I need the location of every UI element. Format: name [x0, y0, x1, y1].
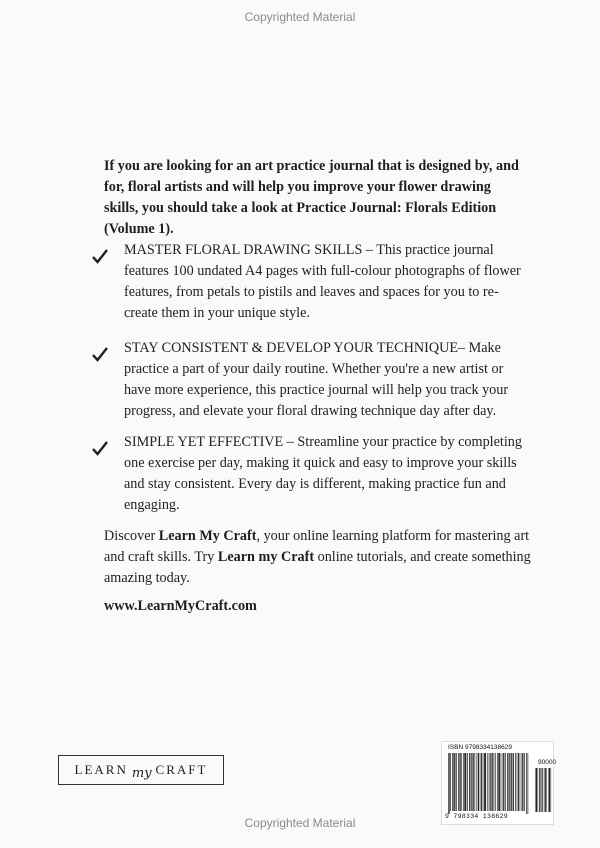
- price-code: 90000: [538, 759, 557, 766]
- feature-text: STAY CONSISTENT & DEVELOP YOUR TECHNIQUE– Make practice a part of your daily routine. Whether you're a new artist or have more experience, this practice journal will help you track your progress, and elevate your floral drawing technique day after day.: [124, 340, 509, 419]
- intro-paragraph: If you are looking for an art practice journal that is designed by, and for, floral artists and will help you improve your flower drawing skills, you should take a look at Practice Journal: Florals Edition (Volume 1).: [104, 158, 519, 237]
- feature-text: SIMPLE YET EFFECTIVE – Streamline your practice by completing one exercise per day, making it quick and easy to improve your skills and stay consistent. Every day is different, making practice fun and engaging.: [124, 434, 522, 513]
- website-url: www.LearnMyCraft.com: [104, 598, 257, 614]
- isbn-barcode: [441, 741, 557, 825]
- check-icon: [92, 346, 108, 362]
- logo-word-craft: CRAFT: [155, 762, 208, 777]
- isbn-label: ISBN 9798334138629: [448, 744, 512, 751]
- watermark-bottom: Copyrighted Material: [244, 816, 356, 830]
- check-icon: [92, 248, 108, 264]
- brand-name: Learn My Craft: [158, 528, 257, 544]
- logo-word-learn: LEARN: [74, 762, 128, 777]
- logo-word-my: my: [131, 765, 152, 781]
- feature-item: [92, 432, 532, 516]
- learn-my-craft-logo: [58, 755, 224, 785]
- brand-name: Learn my Craft: [217, 549, 315, 565]
- discover-text: online tutorials, and create something amazing today.: [104, 549, 531, 586]
- discover-paragraph: [104, 526, 534, 589]
- watermark-top: Copyrighted Material: [244, 10, 356, 24]
- discover-text: Discover: [104, 528, 159, 544]
- feature-item: [92, 338, 532, 422]
- feature-item: [92, 240, 532, 324]
- isbn-digits: 9 798334 138629: [445, 813, 509, 820]
- feature-text: MASTER FLORAL DRAWING SKILLS – This practice journal features 100 undated A4 pages with full-colour photographs of flower features, from petals to pistils and leaves and spaces for you to re-create them in your unique style.: [124, 242, 521, 321]
- discover-text: , your online learning platform for mastering art and craft skills. Try: [104, 528, 530, 565]
- check-icon: [92, 440, 108, 456]
- barcode-bars: [442, 742, 553, 824]
